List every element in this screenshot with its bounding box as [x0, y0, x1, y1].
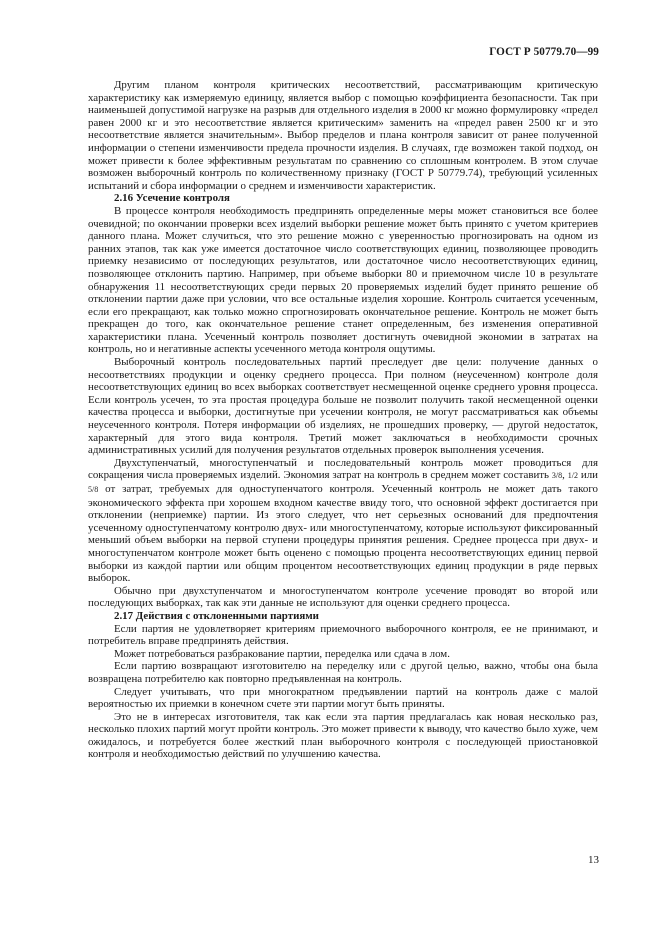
paragraph: Следует учитывать, что при многократном предъявлении партий на контроль даже с малой вероятностью их приемки в конечном счете эти партии могут быть приняты.: [88, 685, 598, 711]
paragraph: Если партию возвращают изготовителю на переделку или с другой целью, важно, чтобы она была возвращена потребителю как повторно предъявленная на контроль.: [88, 660, 598, 685]
paragraph: Другим планом контроля критических несоответствий, рассматривающим критическую характеристику как измеряемую единицу, является выбор с помощью коэффициента безопасности. Так при наименьшей допустимой нагрузке на разрыв для отдельного изделия в 2000 кг можно формулировку «предел равен 2000 кг и это несоответствие является критическим» заменить на «предел равен 2500 кг и это несоответствие является значительным». Выбор пределов и плана контроля зависит от ранее полученной информации о степени изменчивости предела прочности изделия. В случаях, где возможен такой подход, он может привести к более эффективным результатам по сравнению со сплошным контролем. В этом случае возможен выборочный контроль по количественному признаку (ГОСТ Р 50779.74), требующий усиленных испытаний и сбора информации о среднем и изменчивости характеристик.: [88, 79, 598, 192]
section-heading-2-17: 2.17 Действия с отклоненными партиями: [114, 609, 319, 622]
paragraph: Может потребоваться разбракование партии, переделка или сдача в лом.: [114, 647, 450, 660]
paragraph: Это не в интересах изготовителя, так как если эта партия предлагалась как новая несколько раз, несколько плохих партий могут пройти контроль. Это может привести к выводу, что качество было хуже, чем ожидалось, и потребуется более жесткий план выборочного контроля с последующей приостановкой контроля и необходимостью действий по улучшению качества.: [88, 710, 598, 761]
paragraph: В процессе контроля необходимость предпринять определенные меры может становиться все более очевидной; по окончании проверки всех изделий выборки решение может быть принято с учетом критериев данного плана. Может случиться, что это решение можно с уверенностью прогнозировать на одном из ранних этапов, так как уже имеется достаточное число соответствующих единиц, позволяющее проводить приемку независимо от последующих результатов, или достаточное число несоответствующих единиц, позволяющее отклонить партию. Например, при объеме выборки 80 и приемочном числе 10 в результате обнаружения 11 несоответствующих среди первых 20 проверяемых изделий будет принято решение об отклонении партии даже при условии, что все остальные изделия хорошие. Контроль считается усеченным, если его прекращают, как только можно спрогнозировать окончательное решение. Контроль не может быть прекращен до того, как окончательное решение станет определенным, без изменения оперативной характеристики плана. Усеченный контроль позволяет достигнуть очевидной экономии в затратах на контроль, но и негативные аспекты усеченного метода контроля ощутимы.: [88, 204, 598, 356]
paragraph: Если партия не удовлетворяет критериям приемочного выборочного контроля, ее не принимают, и потребитель вправе предпринять действия.: [88, 622, 598, 648]
paragraph: Выборочный контроль последовательных партий преследует две цели: получение данных о несоответствиях продукции и оценку среднего процесса. При полном (неусеченном) контроле доля несоответствующих единиц во всех выборках соответствует несмещенной оценке среднего уровня процесса. Если контроль усечен, то эта простая процедура больше не позволит получить такой несмещенной оценки качества процесса и выборки, достигнутые при усечении контроля, не могут рассматриваться как объемы неусеченного контроля. Потеря информации об изделиях, не прошедших проверку, — другой недостаток, характерный для этого вида контроля. Третий может заключаться в необходимости срочных административных усилий для получения результатов отдельных проверок выполнения усечения.: [88, 356, 598, 457]
document-body: [88, 79, 598, 761]
separator: ,: [562, 469, 568, 482]
section-heading-2-16: 2.16 Усечение контроля: [114, 192, 230, 205]
fraction: 3/8: [551, 471, 563, 481]
page-number: 13: [588, 854, 599, 866]
separator: или: [577, 469, 598, 482]
paragraph-text: Двухступенчатый, многоступенчатый и последовательный контроль может проводиться для сокращения числа проверяемых изделий. Экономия затрат на контроль в среднем может составить: [88, 456, 598, 482]
paragraph: [88, 457, 598, 585]
fraction: 1/2: [567, 471, 578, 481]
paragraph-text: от затрат, требуемых для одноступенчатого контроля. Усеченный контроль не может дать такого экономического эффекта при хорошем входном качестве ввиду того, что основной эффект достигается при отклонении (неприемке) партии. Из этого следует, что нет серьезных оснований для предпочтения усеченному одноступенчатому контролю двух- или многоступенчатому, которые используют фиксированный меньший объем выборки на первой ступени процедуры принятия решения. Среднее процесса при двух- и многоступенчатом контроле может быть оценено с помощью процента несоответствующих единиц первой выборки из каждой партии или общим процентом несоответствующих единиц продукции в ряде первых выборок.: [88, 483, 598, 585]
fraction: 5/8: [88, 485, 99, 494]
paragraph: Обычно при двухступенчатом и многоступенчатом контроле усечение проводят во второй или последующих выборках, так как эти данные не используют для оценки среднего процесса.: [88, 584, 598, 610]
standard-code-header: ГОСТ Р 50779.70—99: [489, 46, 599, 58]
